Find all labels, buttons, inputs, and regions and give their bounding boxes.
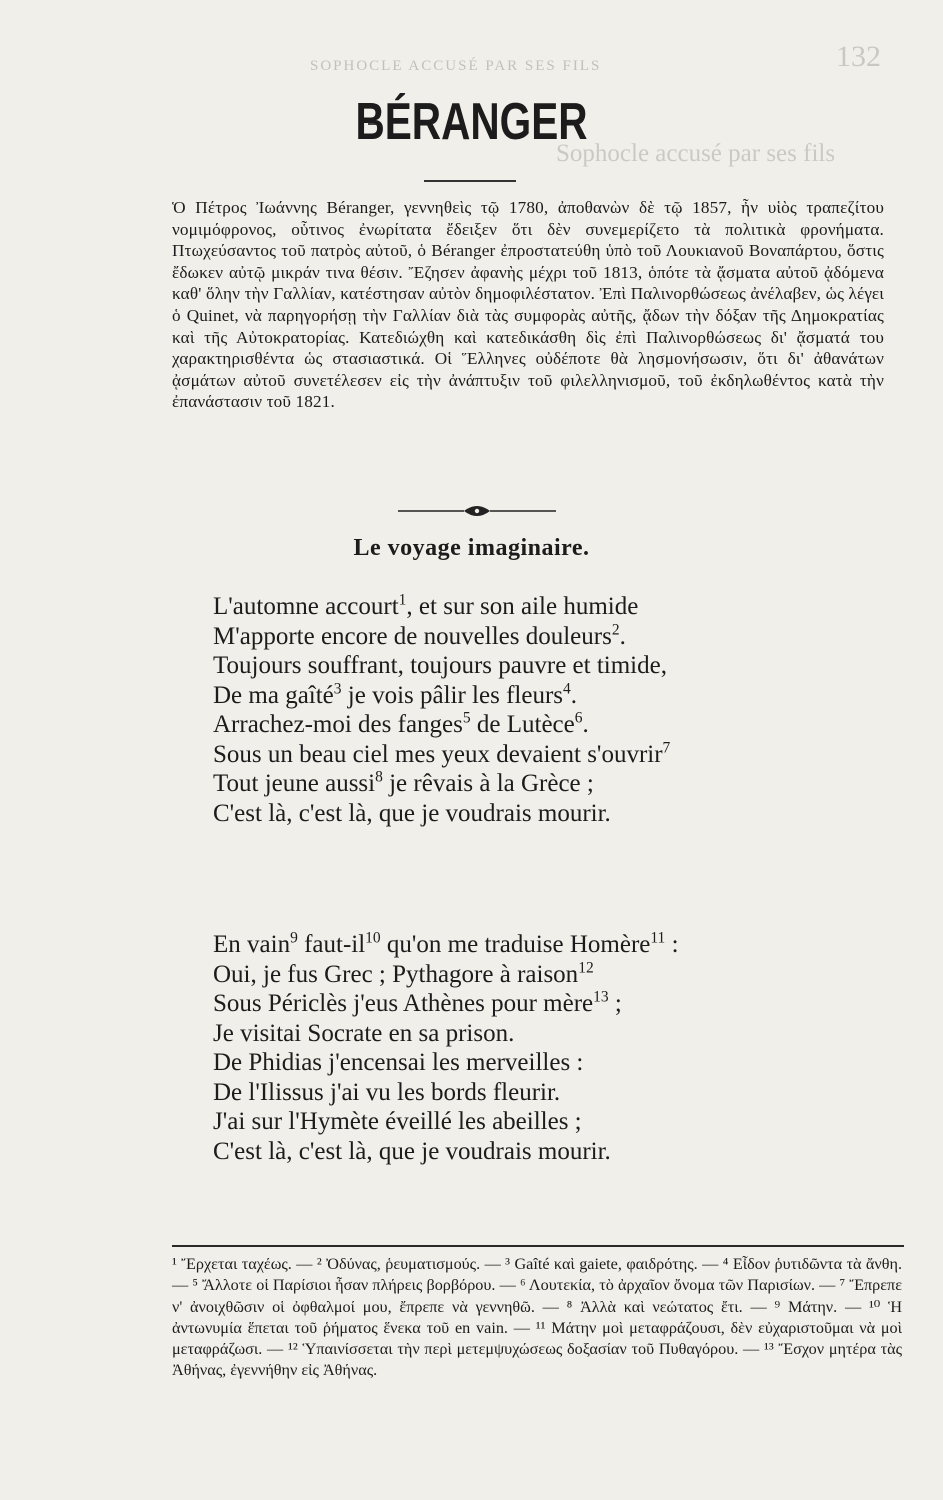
footnote-marker: 12 (578, 959, 594, 977)
poem-line: Arrachez-moi des fanges$^5$ de Lutèce$^6$. (213, 709, 589, 738)
footnote-marker: 9 (290, 929, 298, 947)
poem-stanza-1 (213, 592, 853, 828)
ornament-divider-icon (392, 500, 562, 522)
footnote-marker: 6 (574, 709, 583, 727)
poem-line: Tout jeune aussi$^8$ je rêvais à la Grèce ; (213, 768, 594, 797)
poem-line: C'est là, c'est là, que je voudrais mourir. (213, 799, 611, 827)
poem-line: Je visitai Socrate en sa prison. (213, 1019, 515, 1047)
ghost-page-number: 132 (836, 40, 881, 73)
footnote-rule (172, 1245, 904, 1247)
footnote-marker: 4 (563, 680, 571, 698)
poem-line: L'automne accourt$^1$, et sur son aile humide (213, 591, 639, 620)
article-title: BÉRANGER (355, 93, 588, 151)
poem-line: Sous Périclès j'eus Athènes pour mère$^{13}$ ; (213, 988, 622, 1017)
footnote-marker: 11 (650, 929, 666, 947)
ghost-running-head-text: SOPHOCLE ACCUSÉ PAR SES FILS (310, 58, 602, 74)
footnote-marker: 13 (593, 988, 609, 1006)
footnote-marker: 3 (333, 680, 342, 698)
footnote-marker: 8 (375, 768, 383, 786)
footnote-marker: 7 (662, 739, 671, 757)
poem-line: Toujours souffrant, toujours pauvre et timide, (213, 652, 667, 679)
poem-line: Sous un beau ciel mes yeux devaient s'ouvrir$^7$ (213, 739, 671, 768)
biography-text: Ὁ Πέτρος Ἰωάννης Béranger, γεννηθεὶς τῷ 1780, ἀποθανὼν δὲ τῷ 1857, ἦν υἱὸς τραπεζίτου νομιμόφρονος, οὗτινος ἐνωρίτατα ἔδειξεν ὅτι δὲν συνεμερίζετο τὰ πολιτικὰ φρονήματα. Πτωχεύσαντος τοῦ πατρὸς αὐτοῦ, ὁ Béranger ἐπροστατεύθη ὑπὸ τοῦ Λουκιανοῦ Βοναπάρτου, ὅστις ἔδωκεν αὐτῷ μικράν τινα θέσιν. Ἔζησεν ἀφανὴς μέχρι τοῦ 1813, ὁπότε τὰ ᾄσματα αὐτοῦ ᾀδόμενα καθ' ὅλην τὴν Γαλλίαν, κατέστησαν αὐτὸν δημοφιλέστατον. Ἐπὶ Παλινορθώσεως ἀνέλαβεν, ὡς λέγει ὁ Quinet, νὰ παρηγορήσῃ τὴν Γαλλίαν διὰ τὰς συμφορὰς αὐτῆς, ᾄδων τὴν δόξαν τῆς Δημοκρατίας καὶ τῆς Αὐτοκρατορίας. Κατεδιώχθη καὶ κατεδικάσθη δὶς ἐπὶ Παλινορθώσεως δι' ᾄσματά του χαρακτηρισθέντα ὡς στασιαστικά. Οἱ Ἕλληνες οὐδέποτε θὰ λησμονήσωσιν, ὅτι δι' ἀθανάτων ᾀσμάτων αὐτοῦ συνετέλεσεν εἰς τὴν ἀνάπτυξιν τοῦ φιλελληνισμοῦ, τοῦ ἐκδηλωθέντος κατὰ τὴν ἐπανάστασιν τοῦ 1821. (172, 198, 884, 412)
poem-line: M'apporte encore de nouvelles douleurs$^2$. (213, 621, 626, 650)
poem-line: C'est là, c'est là, que je voudrais mourir. (213, 1137, 611, 1165)
poem-line: De l'Ilissus j'ai vu les bords fleurir. (213, 1078, 561, 1106)
footnote-marker: 2 (611, 621, 620, 639)
footnote-marker: 1 (398, 591, 407, 609)
poem-line: En vain$^9$ faut-$il^{10}$ qu'on me traduise Homère$^{11}$ : (213, 929, 679, 958)
ghost-running-head (310, 58, 870, 75)
poem-line: Oui, je fus Grec ; Pythagore à raison$^{12}$ (213, 959, 594, 988)
footnotes-text: ¹ Ἔρχεται ταχέως. — ² Ὀδύνας, ῥευματισμούς. — ³ Gaîté καὶ gaiete, φαιδρότης. — ⁴ Εἶδον ῥυτιδῶντα τὰ ἄνθη. — ⁵ Ἄλλοτε οἱ Παρίσιοι ἦσαν πλήρεις βορβόρου. — ⁶ Λουτεκία, τὸ ἀρχαῖον ὄνομα τῶν Παρισίων. — ⁷ Ἔπρεπε ν' ἀνοιχθῶσιν οἱ ὀφθαλμοί μου, ἔπρεπε νὰ γεννηθῶ. — ⁸ Ἀλλὰ καὶ νεώτατος ἔτι. — ⁹ Μάτην. — ¹⁰ Ἡ ἀντωνυμία ἕπεται τοῦ ῥήματος ἕνεκα τοῦ en vain. — ¹¹ Μάτην μοὶ μεταφράζουσι, δὲν εὐχαριστοῦμαι νὰ μοὶ μεταφράζωσι. — ¹² Ὑπαινίσσεται τὴν περὶ μετεμψυχώσεως δοξασίαν τοῦ Πυθαγόρου. — ¹³ Ἔσχον μητέρα τὰς Ἀθήνας, ἐγεννήθην εἰς Ἀθήνας. (172, 1255, 902, 1380)
poem-line: J'ai sur l'Hymète éveillé les abeilles ; (213, 1108, 582, 1135)
poem-line: De ma gaîté$^3$ je vois pâlir les fleurs$^4$. (213, 680, 578, 709)
poem-title: Le voyage imaginaire. (353, 535, 590, 561)
footnote-marker: 10 (365, 929, 381, 947)
title-rule (424, 180, 516, 182)
poem-line: De Phidias j'encensai les merveilles : (213, 1049, 584, 1076)
footnotes (172, 1254, 902, 1382)
biography-paragraph (172, 197, 884, 413)
ghost-subtitle: Sophocle accusé par ses fils (556, 140, 836, 167)
poem-stanza-2 (213, 930, 853, 1166)
footnote-marker: 5 (462, 709, 471, 727)
